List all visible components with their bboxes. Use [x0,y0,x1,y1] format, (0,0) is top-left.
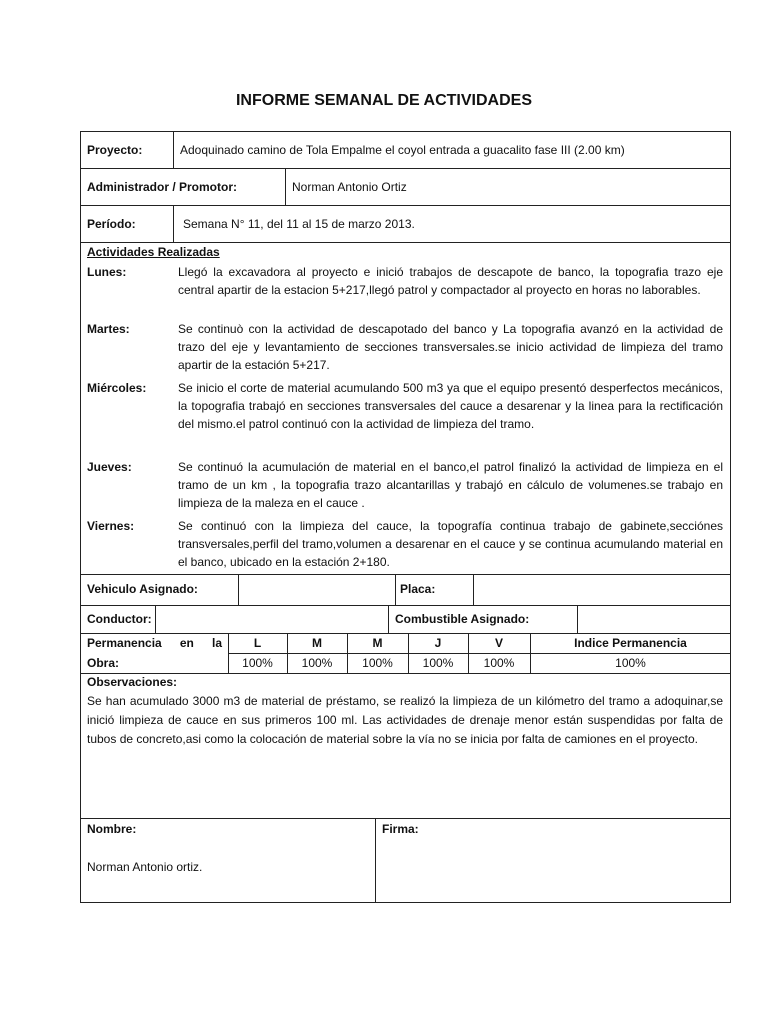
nombre-label: Nombre: [87,822,137,836]
vehiculo-label: Vehiculo Asignado: [87,582,198,596]
conductor-field[interactable] [156,606,387,632]
periodo-label: Período: [87,217,136,231]
observaciones-text: Se han acumulado 3000 m3 de material de préstamo, se realizó la limpieza de un kilómetro del tramo a adoquinar,se inició limpieza de cauce en sus primeros 100 ml. Las actividades de drenaje menor están suspendidas por falta de tubos de concreto,asi como la colocación de material sobre la vía no se inicia por falta de camiones en el proyecto. [87,694,723,746]
day-value-l: 100% [242,656,273,670]
administrador-value: Norman Antonio Ortiz [292,180,407,194]
day-text-jueves: Se continuó la acumulación de material en el banco,el patrol finalizó la actividad de limpieza en el tramo de un km , la topografia trazo alcantarillas y trabajó en cálculo de volumenes.se trabajo en limpieza de la maleza en el cauce . [178,460,723,510]
periodo-value: Semana N° 11, del 11 al 15 de marzo 2013. [183,217,415,231]
day-header-m: M [312,636,322,650]
administrador-label: Administrador / Promotor: [87,180,238,194]
day-text-viernes: Se continuó con la limpieza del cauce, la topografía continua trabajo de gabinete,secciónes transversales,perfil del tramo,volumen a desarenar en el cauce y se continua acumulando material en el banco, ubicado en la estación 2+180. [178,519,723,569]
permanencia-label-line2: Obra: [87,656,120,670]
vehiculo-field[interactable] [239,575,394,604]
placa-label: Placa: [400,582,436,596]
proyecto-value: Adoquinado camino de Tola Empalme el coyol entrada a guacalito fase III (2.00 km) [180,143,625,157]
divider [80,673,731,674]
day-label-lunes: Lunes: [87,265,127,279]
day-header-m2: M [372,636,383,650]
divider [80,168,731,169]
divider [80,242,731,243]
day-value-m2: 100% [362,656,393,670]
placa-field[interactable] [474,575,730,604]
divider [80,818,731,819]
observaciones-label: Observaciones: [87,675,178,689]
divider [285,168,286,205]
indice-value: 100% [615,656,646,670]
firma-label: Firma: [382,822,419,836]
report-title: INFORME SEMANAL DE ACTIVIDADES [235,92,532,109]
day-header-l: L [253,636,262,650]
day-header-v: V [494,636,503,650]
conductor-label: Conductor: [87,612,152,626]
day-value-m: 100% [301,656,333,670]
indice-header: Indice Permanencia [574,636,687,650]
day-value-v: 100% [483,656,515,670]
combustible-field[interactable] [578,606,730,632]
divider [80,205,731,206]
divider [173,131,174,168]
day-header-j: J [434,636,442,650]
actividades-heading: Actividades Realizadas [87,245,220,259]
divider [395,574,396,605]
day-text-lunes: Llegó la excavadora al proyecto e inició trabajos de descapote de banco, la topografia trazo eje central apartir de la estacion 5+217,llegó patrol y compactador al proyecto en horas no laborables. [178,265,723,297]
day-label-martes: Martes: [87,322,130,336]
day-label-jueves: Jueves: [87,460,132,474]
divider [80,633,731,634]
day-text-martes: Se continuò con la actividad de descapotado del banco y La topografia avanzó en la actividad de trazo del eje y levantamiento de secciones transversales.se inicio actividad de limpieza del tramo apartir de la estación 5+217. [178,322,723,372]
nombre-value: Norman Antonio ortiz. [87,860,203,874]
permanencia-label-line1: Permanencia en la [87,636,222,650]
day-label-miercoles: Miércoles: [87,381,147,395]
day-text-miercoles: Se inicio el corte de material acumulando 500 m3 ya que el equipo presentó desperfectos mecánicos, la topografia trabajó en secciones transversales del cauce a desarenar y la linea para la rectificación del mismo.el patrol continuó con la actividad de limpieza del tramo. [178,381,723,431]
divider [228,653,731,654]
divider [173,205,174,242]
day-value-j: 100% [422,656,454,670]
divider [375,818,376,903]
combustible-label: Combustible Asignado: [395,612,530,626]
divider [388,605,389,633]
proyecto-label: Proyecto: [87,143,143,157]
day-label-viernes: Viernes: [87,519,135,533]
